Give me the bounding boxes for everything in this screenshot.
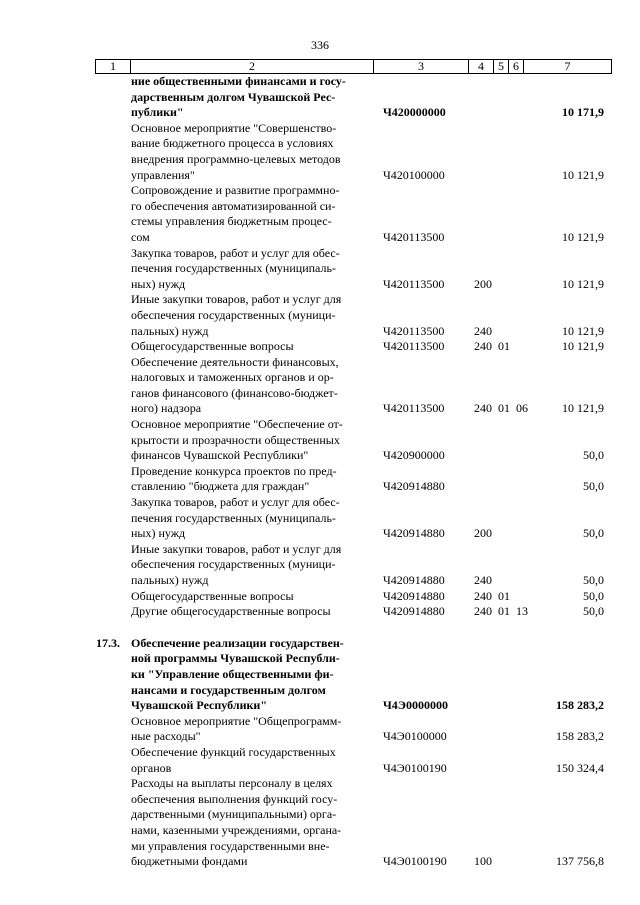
row-amount: 10 171,9 [562, 105, 604, 120]
row-name-line: стемы управления бюджетным процес- [131, 214, 332, 229]
row-code: Ч420113500 [383, 401, 445, 416]
row-expense-type: 200 [474, 526, 492, 541]
row-number: 17.3. [96, 635, 120, 650]
row-name-line: Общегосударственные вопросы [131, 588, 294, 603]
row-name-line: ки "Управление общественными фи- [131, 666, 334, 681]
row-name-line: ных) нужд [131, 526, 186, 541]
row-code: Ч420100000 [383, 167, 445, 182]
row-name-line: Основное мероприятие "Совершенство- [131, 120, 337, 135]
table-header [95, 59, 612, 74]
row-name [131, 417, 366, 464]
table-row [0, 745, 640, 776]
row-name [131, 464, 366, 495]
row-section: 01 [498, 588, 510, 603]
table-row [0, 74, 640, 121]
row-name-line: нами, казенными учреждениями, органа- [131, 822, 342, 837]
row-subsection: 13 [516, 604, 528, 619]
row-expense-type: 100 [474, 854, 492, 869]
row-name [131, 604, 366, 620]
row-name-line: Расходы на выплаты персоналу в целях [131, 776, 333, 791]
row-name-line: ми управления государственными вне- [131, 838, 330, 853]
row-expense-type: 240 [474, 339, 492, 354]
row-name [131, 355, 366, 417]
row-amount: 10 121,9 [562, 339, 604, 354]
table-row [0, 355, 640, 417]
table-row [0, 636, 640, 714]
table-row [0, 292, 640, 339]
row-amount: 10 121,9 [562, 401, 604, 416]
row-name [131, 339, 366, 355]
row-expense-type: 240 [474, 588, 492, 603]
row-name-line: Обеспечение функций государственных [131, 744, 336, 759]
row-amount: 10 121,9 [562, 167, 604, 182]
row-code: Ч420914880 [383, 573, 445, 587]
row-amount: 10 121,9 [562, 229, 604, 244]
row-name-line: пальных) нужд [131, 323, 209, 338]
row-amount: 50,0 [583, 604, 604, 619]
row-amount: 50,0 [583, 526, 604, 541]
row-amount: 158 283,2 [556, 729, 604, 744]
row-name-line: ные расходы" [131, 729, 201, 744]
row-name-line: дарственными (муниципальными) орга- [131, 807, 337, 822]
row-name-line: ставлению "бюджета для граждан" [131, 479, 310, 494]
row-section: 01 [498, 339, 510, 354]
table-row [0, 589, 640, 605]
row-name [131, 636, 366, 714]
row-name-line: Общегосударственные вопросы [131, 339, 294, 354]
row-code: Ч420113500 [383, 276, 445, 291]
row-name-line: управления" [131, 167, 195, 182]
row-name-line: обеспечения выполнения функций госу- [131, 791, 338, 806]
row-amount: 137 756,8 [556, 854, 604, 869]
row-code: Ч420000000 [383, 105, 446, 120]
row-name-line: Обеспечение деятельности финансовых, [131, 354, 339, 369]
row-name-line: вание бюджетного процесса в условиях [131, 136, 334, 151]
row-name-line: Проведение конкурса проектов по пред- [131, 463, 337, 478]
header-col-4: 4 [469, 60, 494, 74]
row-name-line: ной программы Чувашской Республи- [131, 651, 340, 666]
row-name-line: нансами и государственным долгом [131, 682, 326, 697]
row-code: Ч420113500 [383, 323, 445, 338]
row-name [131, 589, 366, 605]
budget-table-body [0, 74, 640, 870]
row-name-line: Иные закупки товаров, работ и услуг для [131, 541, 342, 556]
row-code: Ч420113500 [383, 339, 445, 354]
row-name-line: Другие общегосударственные вопросы [131, 604, 331, 619]
table-row [0, 604, 640, 620]
table-row [0, 246, 640, 293]
row-code: Ч4Э0100190 [383, 760, 447, 775]
row-expense-type: 200 [474, 276, 492, 291]
table-row [0, 714, 640, 745]
table-row [0, 183, 640, 245]
row-amount: 10 121,9 [562, 323, 604, 338]
row-name [131, 745, 366, 776]
row-code: Ч4Э0100190 [383, 854, 447, 869]
table-row [0, 542, 640, 589]
row-amount: 50,0 [583, 588, 604, 603]
row-name [131, 183, 366, 245]
row-name-line: крытости и прозрачности общественных [131, 432, 340, 447]
row-name-line: ние общественными финансами и госу- [131, 74, 346, 88]
row-name-line: Сопровождение и развитие программно- [131, 183, 340, 198]
row-name-line: бюджетными фондами [131, 854, 248, 869]
row-name [131, 292, 366, 339]
row-code: Ч420914880 [383, 526, 445, 541]
row-name [131, 714, 366, 745]
row-amount: 50,0 [583, 448, 604, 463]
row-spacer [0, 620, 640, 636]
row-name-line: Основное мероприятие "Общепрограмм- [131, 713, 342, 728]
row-name-line: публики" [131, 105, 184, 120]
row-name-line: сом [131, 229, 150, 244]
header-col-3: 3 [374, 60, 469, 74]
row-expense-type: 240 [474, 323, 492, 338]
table-row [0, 495, 640, 542]
row-amount: 50,0 [583, 479, 604, 494]
header-col-7: 7 [524, 60, 612, 74]
row-code: Ч420113500 [383, 229, 445, 244]
row-name-line: го обеспечения автоматизированной си- [131, 198, 336, 213]
row-name [131, 542, 366, 589]
row-name-line: Обеспечение реализации государствен- [131, 635, 344, 650]
row-name-line: пальных) нужд [131, 573, 209, 587]
row-name-line: Чувашской Республики" [131, 698, 267, 713]
row-code: Ч420914880 [383, 588, 445, 603]
table-row [0, 339, 640, 355]
row-name-line: дарственным долгом Чувашской Рес- [131, 89, 336, 104]
header-col-6: 6 [509, 60, 524, 74]
row-code: Ч4Э0000000 [383, 698, 448, 713]
row-name [131, 121, 366, 183]
row-name-line: ных) нужд [131, 276, 186, 291]
row-name-line: налоговых и таможенных органов и ор- [131, 370, 334, 385]
row-name-line: Иные закупки товаров, работ и услуг для [131, 292, 342, 307]
header-col-2: 2 [131, 60, 374, 74]
header-col-1: 1 [96, 60, 131, 74]
row-name-line: Закупка товаров, работ и услуг для обес- [131, 245, 340, 260]
row-name-line: ного) надзора [131, 401, 202, 416]
row-name-line: финансов Чувашской Республики" [131, 448, 309, 463]
row-name-line: печения государственных (муниципаль- [131, 261, 336, 276]
row-amount: 158 283,2 [556, 698, 604, 713]
row-name [131, 246, 366, 293]
row-expense-type: 240 [474, 573, 492, 587]
row-name-line: обеспечения государственных (муници- [131, 557, 336, 572]
page-number: 336 [311, 38, 329, 52]
row-code: Ч420900000 [383, 448, 445, 463]
row-expense-type: 240 [474, 401, 492, 416]
row-name-line: печения государственных (муниципаль- [131, 510, 336, 525]
row-name-line: обеспечения государственных (муници- [131, 307, 336, 322]
table-row [0, 417, 640, 464]
header-col-5: 5 [494, 60, 509, 74]
row-section: 01 [498, 401, 510, 416]
row-code: Ч4Э0100000 [383, 729, 447, 744]
row-name-line: Основное мероприятие "Обеспечение от- [131, 417, 343, 432]
row-amount: 10 121,9 [562, 276, 604, 291]
row-name-line: внедрения программно-целевых методов [131, 151, 341, 166]
row-code: Ч420914880 [383, 604, 445, 619]
row-amount: 150 324,4 [556, 760, 604, 775]
table-row [0, 121, 640, 183]
row-expense-type: 240 [474, 604, 492, 619]
row-name-line: органов [131, 760, 172, 775]
table-row [0, 776, 640, 870]
row-name [131, 776, 366, 870]
row-name [131, 495, 366, 542]
row-name-line: Закупка товаров, работ и услуг для обес- [131, 495, 340, 510]
row-subsection: 06 [516, 401, 528, 416]
row-name-line: ганов финансового (финансово-бюджет- [131, 385, 338, 400]
row-amount: 50,0 [583, 573, 604, 587]
row-name [131, 74, 366, 121]
row-code: Ч420914880 [383, 479, 445, 494]
row-section: 01 [498, 604, 510, 619]
table-row [0, 464, 640, 495]
